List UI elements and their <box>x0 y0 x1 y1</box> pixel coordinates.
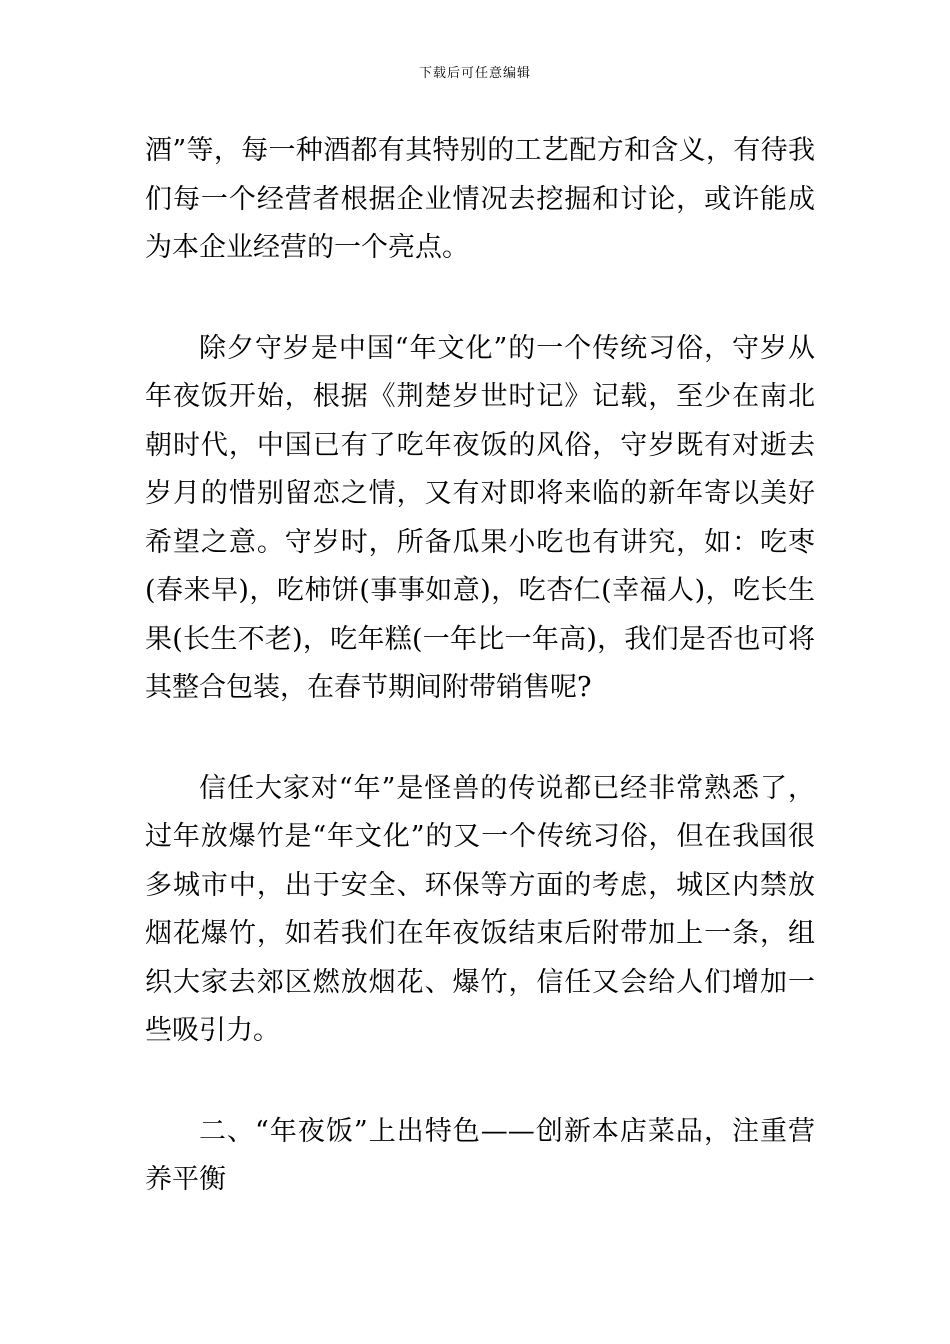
document-body <box>145 127 815 1205</box>
header-note: 下载后可任意编辑 <box>418 66 531 81</box>
paragraph-gap <box>145 273 815 325</box>
paragraph-shousui: 除夕守岁是中国“年文化”的一个传统习俗，守岁从年夜饭开始，根据《荆楚岁世时记》记载，至少在南北朝时代，中国已有了吃年夜饭的风俗，守岁既有对逝去岁月的惜别留恋之情，又有对即将来临的新年寄以美好希望之意。守岁时，所备瓜果小吃也有讲究，如：吃枣(春来早)，吃柿饼(事事如意)，吃杏仁(幸福人)，吃长生果(长生不老)，吃年糕(一年比一年高)，我们是否也可将其整合包装，在春节期间附带销售呢? <box>145 332 815 703</box>
paragraph-firecrackers: 信任大家对“年”是怪兽的传说都已经非常熟悉了，过年放爆竹是“年文化”的又一个传统习俗，但在我国很多城市中，出于安全、环保等方面的考虑，城区内禁放烟花爆竹，如若我们在年夜饭结束后附带加上一条，组织大家去郊区燃放烟花、爆竹，信任又会给人们增加一些吸引力。 <box>145 772 815 1046</box>
section-heading: 二、“年夜饭”上出特色——创新本店菜品，注重营养平衡 <box>145 1115 815 1195</box>
paragraph-gap <box>145 1056 815 1108</box>
paragraph-continuation: 酒”等，每一种酒都有其特别的工艺配方和含义，有待我们每一个经营者根据企业情况去挖掘和讨论，或许能成为本企业经营的一个亮点。 <box>145 135 815 263</box>
paragraph-gap <box>145 713 815 765</box>
